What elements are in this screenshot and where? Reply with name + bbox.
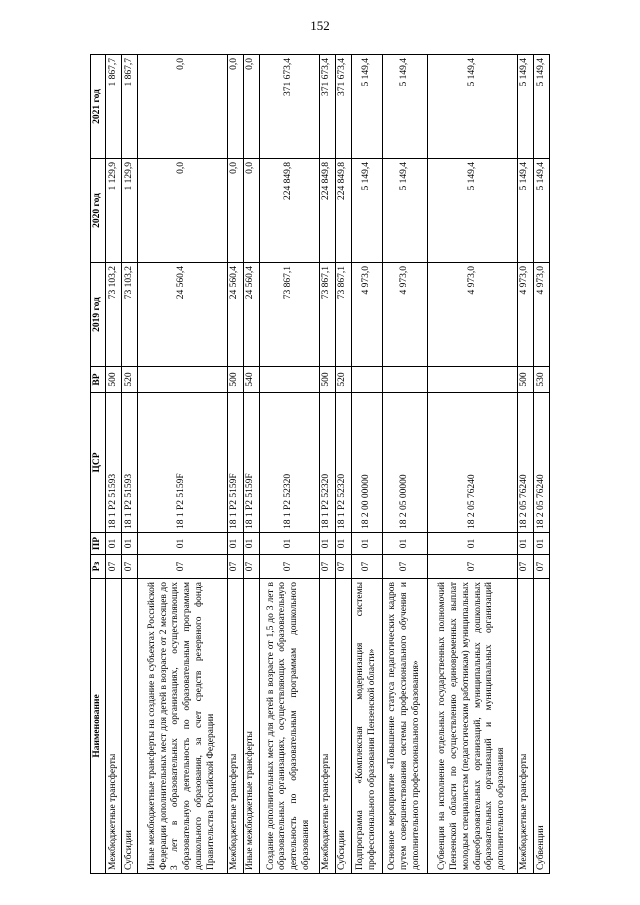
cell-pr: 01 <box>106 533 122 555</box>
table-row <box>335 55 351 874</box>
table-body <box>106 55 550 874</box>
cell-2021: 5 149,4 <box>428 55 518 159</box>
cell-name: Основное мероприятие «Повышение статуса педагогических кадров путем совершенствования системы профессионального обучения и дополнительного профессионального образования» <box>382 579 428 874</box>
cell-pr: 01 <box>351 533 382 555</box>
cell-rz: 07 <box>106 555 122 579</box>
cell-name: Субсидии <box>335 579 351 874</box>
cell-vr <box>137 367 227 393</box>
cell-csr: 18 1 P2 52320 <box>319 393 335 533</box>
cell-2021: 0,0 <box>243 55 259 159</box>
cell-pr: 01 <box>243 533 259 555</box>
cell-rz: 07 <box>243 555 259 579</box>
budget-table-area <box>90 55 550 874</box>
cell-2021: 1 867,7 <box>106 55 122 159</box>
cell-csr: 18 1 P2 5159F <box>243 393 259 533</box>
cell-rz: 07 <box>382 555 428 579</box>
cell-vr: 500 <box>319 367 335 393</box>
table-row <box>137 55 227 874</box>
cell-pr: 01 <box>335 533 351 555</box>
cell-name: Межбюджетные трансферты <box>106 579 122 874</box>
cell-rz: 07 <box>351 555 382 579</box>
cell-2019: 4 973,0 <box>382 263 428 367</box>
cell-2020: 0,0 <box>243 159 259 263</box>
cell-rz: 07 <box>259 555 319 579</box>
cell-rz: 07 <box>137 555 227 579</box>
cell-csr: 18 1 P2 5159F <box>227 393 243 533</box>
cell-vr: 520 <box>335 367 351 393</box>
table-row <box>259 55 319 874</box>
cell-csr: 18 2 05 76240 <box>517 393 533 533</box>
table-row <box>227 55 243 874</box>
cell-2021: 5 149,4 <box>351 55 382 159</box>
cell-2021: 5 149,4 <box>517 55 533 159</box>
cell-vr: 500 <box>106 367 122 393</box>
cell-csr: 18 2 05 00000 <box>382 393 428 533</box>
cell-rz: 07 <box>533 555 549 579</box>
cell-2020: 5 149,4 <box>428 159 518 263</box>
cell-rz: 07 <box>517 555 533 579</box>
header-vr: ВР <box>91 367 106 393</box>
cell-pr: 01 <box>428 533 518 555</box>
cell-2020: 1 129,9 <box>121 159 137 263</box>
cell-2021: 371 673,4 <box>335 55 351 159</box>
cell-vr: 520 <box>121 367 137 393</box>
cell-csr: 18 1 P2 51593 <box>121 393 137 533</box>
cell-2020: 5 149,4 <box>517 159 533 263</box>
table-row <box>121 55 137 874</box>
cell-name: Субвенция на исполнение отдельных государственных полномочий Пензенской области по осуществлению единовременных выплат молодым специалистам (педагогическим работникам) муниципальных общеобразовательных организаций, муниципальных дошкольных образовательных организаций и муниципальных организаций дополнительного образования <box>428 579 518 874</box>
cell-pr: 01 <box>121 533 137 555</box>
budget-table <box>90 54 550 874</box>
cell-2020: 1 129,9 <box>106 159 122 263</box>
cell-2019: 4 973,0 <box>533 263 549 367</box>
table-row <box>351 55 382 874</box>
table-row <box>517 55 533 874</box>
cell-csr: 18 2 05 76240 <box>428 393 518 533</box>
cell-csr: 18 1 P2 51593 <box>106 393 122 533</box>
cell-name: Иные межбюджетные трансферты на создание в субъектах Российской Федерации дополнительных мест для детей в возрасте от 2 месяцев до 3 лет в образовательных организациях, осуществляющих образовательную деятельность по образовательным программам дошкольного образования, за счет средств резервного фонда Правительства Российской Федерации <box>137 579 227 874</box>
cell-2021: 5 149,4 <box>382 55 428 159</box>
header-pr: ПР <box>91 533 106 555</box>
cell-rz: 07 <box>227 555 243 579</box>
table-row <box>428 55 518 874</box>
cell-2021: 0,0 <box>227 55 243 159</box>
cell-vr <box>351 367 382 393</box>
cell-pr: 01 <box>319 533 335 555</box>
cell-rz: 07 <box>319 555 335 579</box>
cell-2019: 73 867,1 <box>259 263 319 367</box>
cell-2020: 5 149,4 <box>533 159 549 263</box>
cell-pr: 01 <box>259 533 319 555</box>
cell-name: Создание дополнительных мест для детей в возрасте от 1,5 до 3 лет в образовательных организациях, осуществляющих образовательную деятельность по образовательным программам дошкольного образования <box>259 579 319 874</box>
cell-pr: 01 <box>382 533 428 555</box>
cell-2019: 24 560,4 <box>137 263 227 367</box>
cell-2020: 5 149,4 <box>351 159 382 263</box>
cell-vr <box>428 367 518 393</box>
header-2020: 2020 год <box>91 159 106 263</box>
cell-name: Межбюджетные трансферты <box>227 579 243 874</box>
cell-2021: 371 673,4 <box>319 55 335 159</box>
header-2019: 2019 год <box>91 263 106 367</box>
cell-2021: 0,0 <box>137 55 227 159</box>
cell-2020: 5 149,4 <box>382 159 428 263</box>
cell-2021: 1 867,7 <box>121 55 137 159</box>
table-row <box>243 55 259 874</box>
cell-pr: 01 <box>227 533 243 555</box>
table-row <box>106 55 122 874</box>
cell-name: Межбюджетные трансферты <box>319 579 335 874</box>
cell-2019: 73 867,1 <box>319 263 335 367</box>
header-name: Наименование <box>91 579 106 874</box>
cell-2020: 224 849,8 <box>335 159 351 263</box>
cell-vr <box>259 367 319 393</box>
cell-csr: 18 1 P2 52320 <box>335 393 351 533</box>
cell-2019: 4 973,0 <box>517 263 533 367</box>
cell-2019: 4 973,0 <box>351 263 382 367</box>
cell-name: Субвенции <box>533 579 549 874</box>
header-rz: Рз <box>91 555 106 579</box>
cell-name: Подпрограмма «Комплексная модернизация системы профессионального образования Пензенской области» <box>351 579 382 874</box>
cell-vr: 540 <box>243 367 259 393</box>
cell-2020: 224 849,8 <box>259 159 319 263</box>
table-row <box>319 55 335 874</box>
cell-csr: 18 2 00 00000 <box>351 393 382 533</box>
cell-name: Межбюджетные трансферты <box>517 579 533 874</box>
table-header-row <box>91 55 106 874</box>
cell-2019: 73 103,2 <box>106 263 122 367</box>
cell-2020: 0,0 <box>227 159 243 263</box>
cell-vr: 500 <box>517 367 533 393</box>
cell-csr: 18 1 P2 52320 <box>259 393 319 533</box>
cell-2019: 4 973,0 <box>428 263 518 367</box>
cell-pr: 01 <box>137 533 227 555</box>
table-row <box>533 55 549 874</box>
cell-2021: 371 673,4 <box>259 55 319 159</box>
header-2021: 2021 год <box>91 55 106 159</box>
cell-vr <box>382 367 428 393</box>
cell-rz: 07 <box>121 555 137 579</box>
cell-2020: 0,0 <box>137 159 227 263</box>
cell-name: Субсидии <box>121 579 137 874</box>
cell-2019: 73 867,1 <box>335 263 351 367</box>
cell-vr: 500 <box>227 367 243 393</box>
table-row <box>382 55 428 874</box>
cell-pr: 01 <box>517 533 533 555</box>
cell-2019: 24 560,4 <box>227 263 243 367</box>
cell-2021: 5 149,4 <box>533 55 549 159</box>
cell-2019: 24 560,4 <box>243 263 259 367</box>
page-number: 152 <box>310 18 330 33</box>
rotated-table-container <box>90 55 550 874</box>
cell-rz: 07 <box>428 555 518 579</box>
cell-vr: 530 <box>533 367 549 393</box>
cell-2020: 224 849,8 <box>319 159 335 263</box>
cell-csr: 18 2 05 76240 <box>533 393 549 533</box>
header-csr: ЦСР <box>91 393 106 533</box>
cell-csr: 18 1 P2 5159F <box>137 393 227 533</box>
cell-2019: 73 103,2 <box>121 263 137 367</box>
cell-pr: 01 <box>533 533 549 555</box>
cell-name: Иные межбюджетные трансферты <box>243 579 259 874</box>
cell-rz: 07 <box>335 555 351 579</box>
